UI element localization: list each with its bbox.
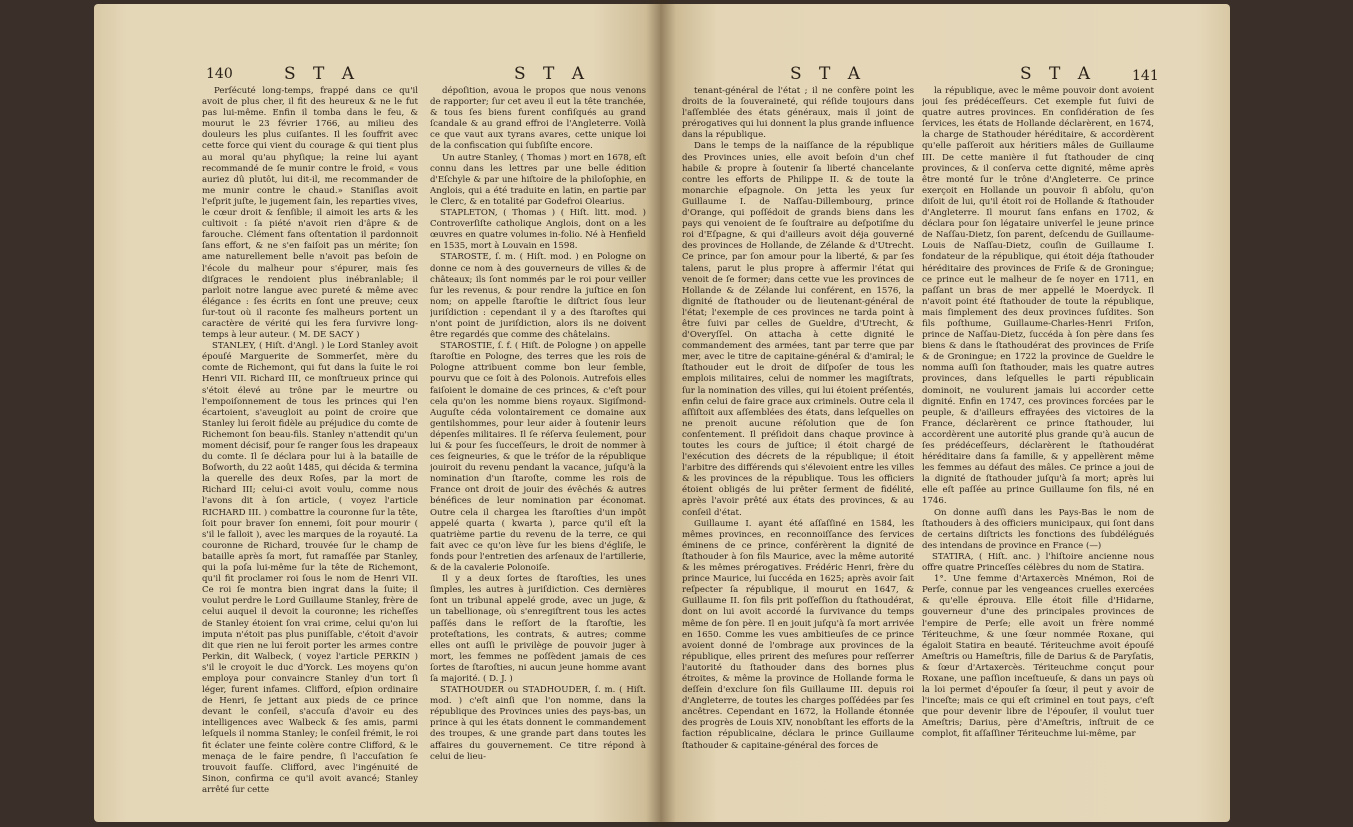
right-page-column-2 [922, 86, 1154, 808]
entry-statira: STATIRA, ( Hiſt. anc. ) l'hiſtoire ancienne nous offre quatre Princeſſes célèbres du nom de Statira. [922, 551, 1154, 574]
paragraph: Perſécuté long-temps, frappé dans ce qu'il avoit de plus cher, il fit des heureux & ne le fut pas lui-même. Enfin il tomba dans le feu, & mourut le 23 février 1766, au milieu des douleurs les plus cuiſantes. Il les ſouffrit avec cette force qui vient du courage & qui tient plus au moral qu'au phyſique; la reine lui ayant recommandé de ſe munir contre le froid, « vous auriez dû plutôt, lui dit-il, me recommander de me munir contre le chaud.» Staniſlas avoit l'eſprit juſte, le jugement ſain, les reparties vives, le cœur droit & ſenſible; il aimoit les arts & les cultivoit : ſa piété n'avoit rien d'âpre & de farouche. Clément fans oſtentation il pardonnoit ſans effort, & ne s'en faiſoit pas un mérite; ſon ame naturellement belle n'avoit pas beſoin de l'école du malheur pour s'épurer, mais ſes diſgraces le rendoient plus inébranlable; il parloit notre langue avec pureté & même avec élégance : ſes écrits en ſont une preuve; ceux ſur-tout où il raconte ſes malheurs portent un caractère de vérité qui les fera ſurvivre long-temps à leur auteur. ( M. DE SACY ) [202, 86, 418, 341]
entry-starostie: STAROSTIE, ſ. f. ( Hiſt. de Pologne ) on appelle ſtaroſtie en Pologne, des terres que les rois de Pologne attribuent comme bon leur ſemble, pourvu que ce ſoit à des Polonois. Autrefois elles faiſoient le domaine de ces princes, & c'eſt pour cela qu'on les nomme biens royaux. Sigiſmond-Auguſte céda volontairement ce domaine aux gentilshommes, pour leur aider à ſoutenir leurs dépenſes militaires. Il ſe réſerva ſeulement, pour lui & pour ſes ſucceſſeurs, le droit de nommer à ces ſeigneuries, & que le tréſor de la république jouiroit du revenu pendant la vacance, juſqu'à la nomination d'un ſtaroſte, comme les rois de France ont droit de jouir des évêchés & autres bénéfices de leur nomination par économat. Outre cela il chargea les ſtaroſties d'un impôt appelé quarta ( kwarta ), parce qu'il eſt la quatrième partie du revenu de la terre, ce qui fait avec ce qu'on lève ſur les biens d'égliſe, le fonds pour l'entretien des arſenaux de l'artillerie, & de la cavalerie Polonoiſe. [430, 341, 646, 574]
left-page-column-2 [430, 86, 646, 808]
entry-staroste: STAROSTE, ſ. m. ( Hiſt. mod. ) en Pologne on donne ce nom à des gouverneurs de villes & de châteaux; ils ſont nommés par le roi pour veiller ſur les revenus, & pour rendre la juſtice en ſon nom; on appelle ſtaroſtie le diſtrict ſous leur juriſdiction : cependant il y a des ſtaroſtes qui n'ont point de juriſdiction, alors ils ne doivent être regardés que comme des châtelains. [430, 252, 646, 341]
paragraph: On donne auſſi dans les Pays-Bas le nom de ſtathouders à des officiers municipaux, qui ſont dans de certains diſtricts les fonctions des ſubdélégués des intendans de province en France (—) [922, 507, 1154, 551]
entry-stanley: STANLEY, ( Hiſt. d'Angl. ) le Lord Stanley avoit épouſé Marguerite de Sommerſet, mère du comte de Richemont, qui fut dans la ſuite le roi Henri VII. Richard III, ce monſtrueux prince qui s'étoit élevé au trône par le meurtre ou l'empoiſonnement de tous les princes qui l'en écartoient, s'aveugloit au point de croire que Stanley lui ſeroit fidèle au préjudice du comte de Richemont ſon beau-fils. Stanley n'attendit qu'un moment décisif, pour ſe ranger ſous les drapeaux du comte. Il ſe déclara pour lui à la bataille de Boſworth, du 22 août 1485, qui décida & termina la querelle des deux Roſes, par la mort de Richard III; celui-ci avoit voulu, comme nous l'avons dit à ſon article, ( voyez l'article RICHARD III. ) combattre la couronne ſur la tête, ſoit pour braver ſon ennemi, ſoit pour mourir ( s'il le falloit ), avec les marques de la royauté. La couronne de Richard, trouvée ſur le champ de bataille après ſa mort, fut ramaſſée par Stanley, qui la poſa lui-même ſur la tête de Richemont, qu'il fit proclamer roi ſous le nom de Henri VII. Ce roi ſe montra bien ingrat dans la ſuite; il voulut perdre le Lord Guillaume Stanley, frère de celui auquel il devoit la couronne; les richeſſes de Stanley étoient ſon vrai crime, celui qu'on lui imputa n'étoit pas plus puniſſable, c'étoit d'avoir dit que rien ne lui feroit porter les armes contre Perkin, dit Walbeck, ( voyez l'article PERKIN ) s'il le croyoit le duc d'Yorck. Les moyens qu'on employa pour convaincre Stanley d'un tort ſi léger, furent infames. Clifford, eſpion ordinaire de Henri, ſe jettant aux pieds de ce prince devant le conſeil, s'accuſa d'avoir eu des intelligences avec Walbeck & ſes amis, parmi leſquels il nomma Stanley; le conſeil frémit, le roi fit éclater une feinte colère contre Clifford, & le menaça de le faire pendre, ſi l'accuſation ſe trouvoit fauſſe. Clifford, avec l'ingénuité de Sinon, confirma ce qu'il avoit avancé; Stanley arrêté ſur cette [202, 341, 418, 795]
paragraph: Guillaume I. ayant été aſſaſſiné en 1584, les mêmes provinces, en reconnoiſſance des ſervices éminens de ce prince, conférèrent la dignité de ſtathouder à ſon fils Maurice, avec la même autorité & les mêmes prérogatives. Frédéric Henri, frère du prince Maurice, lui ſuccéda en 1625; après avoir ſait reſpecter ſa république, il mourut en 1647, & Guillaume II. ſon fils prit poſſeſſion du ſtathoudérat, dont on lui avoit accordé la ſurvivance du temps même de ſon père. Il en jouit juſqu'à ſa mort arrivée en 1650. Comme les vues ambitieuſes de ce prince avoient donné de l'ombrage aux provinces de la république, elles prirent des meſures pour reſſerrer l'autorité du ſtathouder dans des bornes plus étroites, & même la province de Hollande forma le deſſein d'exclure ſon fils Guillaume III. depuis roi d'Angleterre, de toutes les charges poſſédées par ſes ancêtres. Cependant en 1672, la Hollande étonnée des progrès de Louis XIV, nonobſtant les efforts de la faction républicaine, déclara le prince Guillaume ſtathouder & capitaine-général des forces de [682, 518, 914, 751]
page-number-left: 140 [206, 66, 233, 82]
left-running-head [94, 64, 660, 86]
running-head-left-col2: S T A [514, 64, 591, 84]
right-page-column-1 [682, 86, 914, 808]
running-head-left-col1: S T A [284, 64, 361, 84]
left-page-column-1 [202, 86, 418, 808]
page-number-right: 141 [1132, 68, 1159, 84]
paragraph: tenant-général de l'état ; il ne confère point les droits de la ſouveraineté, qui réſide toujours dans l'aſſemblée des états généraux, mais il joint de prérogatives qui lui donnent la plus grande influence dans la république. [682, 86, 914, 141]
right-page [660, 4, 1230, 822]
paragraph: 1°. Une femme d'Artaxercès Mnémon, Roi de Perſe, connue par les vengeances cruelles exercées & qu'elle éprouva. Elle étoit fille d'Hidarne, gouverneur d'une des principales provinces de l'empire de Perſe; elle avoit un frère nommé Tériteuchme, & une ſœur nommée Roxane, qui égaloit Statira en beauté. Tériteuchme avoit épouſé Ameſtris ou Hameſtris, fille de Darius & de Paryſatis, & ſœur d'Artaxercès. Tériteuchme conçut pour Roxane, une paſſion inceſtueuſe, & dans un pays où la loi permet d'épouſer ſa ſœur, il peut y avoir de l'inceſte; mais ce qui eſt criminel en tout pays, c'eſt que pour devenir libre de l'épouſer, il voulut tuer Ameſtris; Darius, père d'Ameſtris, inſtruit de ce complot, fit aſſaſſiner Tériteuchme lui-même, par [922, 574, 1154, 740]
running-head-right-col2: S T A [1020, 64, 1097, 84]
paragraph: dépoſition, avoua le propos que nous venons de rapporter; ſur cet aveu il eut la tête tranchée, & tous ſes biens furent confiſqués au grand ſcandale & au grand effroi de l'Angleterre. Voilà ce que vaut aux tyrans avares, cette unique loi de la confiscation qui ſubſiſte encore. [430, 86, 646, 152]
entry-stapleton: STAPLETON, ( Thomas ) ( Hiſt. litt. mod. ) Controverſiſte catholique Anglois, dont on a les œuvres en quatre volumes in-folio. Né à Henfield en 1535, mort à Louvain en 1598. [430, 208, 646, 252]
left-page [94, 4, 660, 822]
paragraph: Il y a deux ſortes de ſtaroſties, les unes ſimples, les autres à juriſdiction. Ces dernières ſont un tribunal appelé grode, avec un juge, & un tabellionage, où s'enregiſtrent tous les actes paſſés dans le reſſort de la ſtaroſtie, les proteſtations, les contrats, & autres; comme elles ont auſſi le privilège de pouvoir juger à mort, les femmes ne poſſèdent jamais de ces ſortes de ſtaroſties, ni aucun jeune homme avant ſa majorité. ( D. J. ) [430, 574, 646, 684]
running-head-right-col1: S T A [790, 64, 867, 84]
paragraph: la république, avec le même pouvoir dont avoient joui ſes prédéceſſeurs. Cet exemple fut ſuivi de quatre autres provinces. En conſidération de ſes ſervices, les états de Hollande déclarèrent, en 1674, la charge de Stathouder héréditaire, & accordèrent qu'elle paſſeroit aux héritiers mâles de Guillaume III. De cette manière il fut ſtathouder de cinq provinces, & il conſerva cette dignité, même après être monté ſur le trône d'Angleterre. Ce prince exerçoit en Hollande un pouvoir ſi abſolu, qu'on diſoit de lui, qu'il étoit roi de Hollande & ſtathouder d'Angleterre. Il mourut ſans enfans en 1702, & déclara pour ſon légataire univerſel le jeune prince de Naſſau-Dietz, ſon parent, deſcendu de Guillaume-Louis de Naſſau-Dietz, couſin de Guillaume I. fondateur de la république, qui étoit déja ſtathouder héréditaire des provinces de Friſe & de Groningue; ce prince eut le malheur de ſe noyer en 1711, en paſſant un bras de mer appellé le Moerdyck. Il n'avoit point été ſtathouder de toute la république, mais ſimplement des deux provinces ſuſdites. Son fils poſthume, Guillaume-Charles-Henri Friſon, prince de Naſſau-Dietz, ſuccéda à ſon père dans ſes biens & dans le ſtathoudérat des provinces de Friſe & de Groningue; en 1722 la province de Gueldre le nomma auſſi ſon ſtathouder, mais les quatre autres provinces, dans leſquelles le parti républicain dominoit, ne voulurent jamais lui accorder cette dignité. Enfin en 1747, ces provinces forcées par le peuple, & d'ailleurs effrayées des victoires de la France, déclarèrent ce prince ſtathouder, lui accordèrent une autorité plus grande qu'à aucun de ſes prédéceſſeurs, déclarèrent le ſtathoudérat héréditaire dans ſa famille, & y appellèrent même les femmes au défaut des mâles. Ce prince a joui de la dignité de ſtathouder juſqu'à ſa mort; après lui elle eſt paſſée au prince Guillaume ſon fils, né en 1746. [922, 86, 1154, 507]
paragraph: Un autre Stanley, ( Thomas ) mort en 1678, eſt connu dans les lettres par une belle édition d'Eſchyle & par une hiſtoire de la philoſophie, en Anglois, qui a été traduite en latin, en partie par le Clerc, & en totalité par Godefroi Olearius. [430, 152, 646, 207]
paragraph: Dans le temps de la naiſſance de la république des Provinces unies, elle avoit beſoin d'un chef habile & propre à ſoutenir ſa liberté chancelante contre les efforts de Philippe II. & de toute la monarchie eſpagnole. On jetta les yeux ſur Guillaume I. de Naſſau-Dillembourg, prince d'Orange, qui poſſédoit de grands biens dans les pays qui venoient de ſe ſouſtraire au deſpotiſme du roi d'Eſpagne, & qui d'ailleurs avoit déja gouverné des provinces de Hollande, de Zélande & d'Utrecht. Ce prince, par ſon amour pour la liberté, & par ſes talens, parut le plus propre à affermir l'état qui venoit de ſe former; dans cette vue les provinces de Hollande & de Zélande lui conférent, en 1576, la dignité de ſtathouder ou de lieutenant-général de l'état; l'exemple de ces provinces ne tarda point à être ſuivi par celles de Gueldre, d'Utrecht, & d'Overyſſel. On attacha à cette dignité le commandement des armées, tant par terre que par mer, avec le titre de capitaine-général & d'amiral; le ſtathouder eut le droit de diſpoſer de tous les emplois militaires, celui de nommer les magiſtrats, ſur la nomination des villes, qui lui étoient préſentés, enfin celui de faire grace aux criminels. Outre cela il aſſiſtoit aux aſſemblées des états, dans leſquelles on ne prenoit aucune réſolution que de ſon conſentement. Il préſidoit dans chaque province à toutes les cours de juſtice; il étoit chargé de l'exécution des décrets de la république; il étoit l'arbitre des différends qui s'élevoient entre les villes & les provinces de la république. Tous les officiers étoient obligés de lui prêter ſerment de fidélité, après l'avoir prêté aux états des provinces, & au conſeil d'état. [682, 141, 914, 518]
book-spread [94, 0, 1294, 827]
entry-stathouder: STATHOUDER ou STADHOUDER, ſ. m. ( Hiſt. mod. ) c'eſt ainſi que l'on nomme, dans la république des Provinces unies des pays-bas, un prince à qui les états donnent le commandement des troupes, & une grande part dans toutes les affaires du gouvernement. Ce titre répond à celui de lieu- [430, 685, 646, 762]
right-running-head [660, 64, 1230, 86]
